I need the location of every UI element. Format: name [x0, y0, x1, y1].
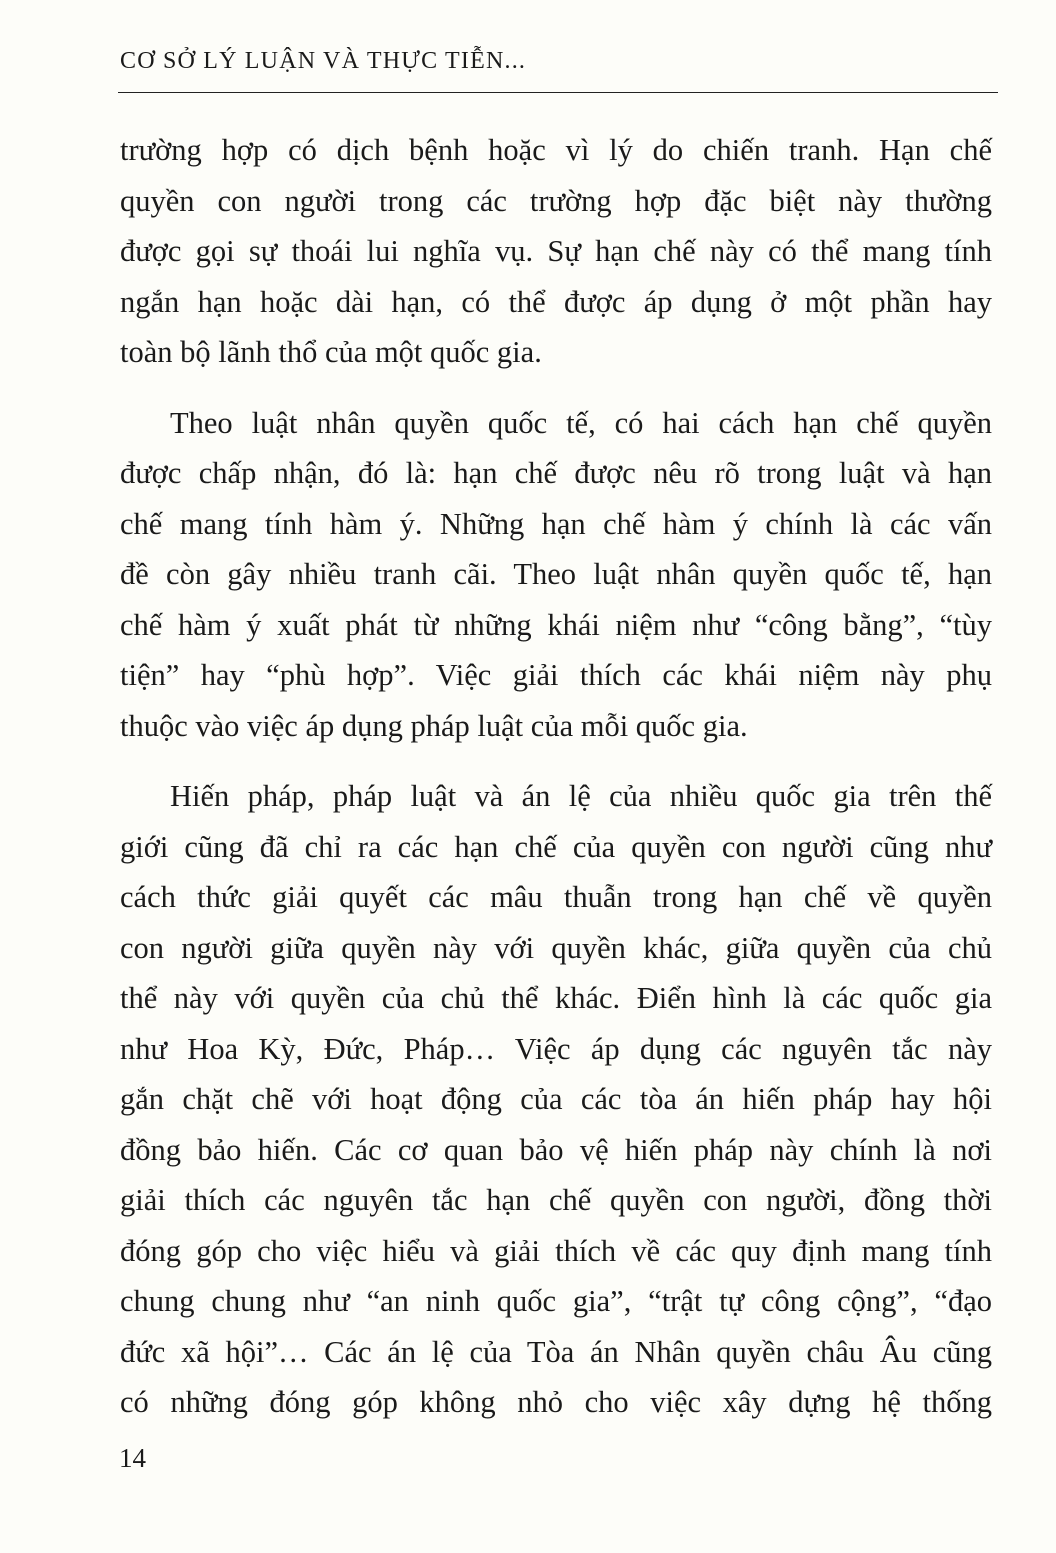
text-line: thuộc vào việc áp dụng pháp luật của mỗi quốc gia.: [120, 708, 748, 743]
running-header: CƠ SỞ LÝ LUẬN VÀ THỰC TIỄN...: [120, 48, 527, 74]
page-number: 14: [119, 1443, 146, 1473]
text-line: tiện” hay “phù hợp”. Việc giải thích các khái niệm này phụ: [120, 658, 992, 692]
paragraph-2: [120, 398, 992, 752]
text-line: trường hợp có dịch bệnh hoặc vì lý do chiến tranh. Hạn chế: [120, 133, 992, 167]
text-line: Theo luật nhân quyền quốc tế, có hai cách hạn chế quyền: [170, 405, 992, 440]
text-line: ngắn hạn hoặc dài hạn, có thể được áp dụng ở một phần hay: [120, 284, 992, 319]
text-line: chế hàm ý xuất phát từ những khái niệm như “công bằng”, “tùy: [120, 607, 992, 642]
text-line: chế mang tính hàm ý. Những hạn chế hàm ý chính là các vấn: [120, 506, 992, 541]
text-line: Hiến pháp, pháp luật và án lệ của nhiều quốc gia trên thế: [170, 779, 992, 813]
paragraph-1: [120, 125, 992, 378]
text-line: có những đóng góp không nhỏ cho việc xây dựng hệ thống: [120, 1385, 992, 1419]
text-line: thể này với quyền của chủ thể khác. Điển hình là các quốc gia: [120, 981, 992, 1015]
text-line: đức xã hội”… Các án lệ của Tòa án Nhân quyền châu Âu cũng: [120, 1334, 992, 1369]
paragraph-3: [120, 771, 992, 1428]
text-line: đề còn gây nhiều tranh cãi. Theo luật nhân quyền quốc tế, hạn: [120, 557, 992, 591]
text-line: giới cũng đã chỉ ra các hạn chế của quyền con người cũng như: [120, 829, 992, 864]
text-line: giải thích các nguyên tắc hạn chế quyền con người, đồng thời: [120, 1183, 992, 1217]
paragraph-gap: [120, 751, 992, 771]
text-line: đồng bảo hiến. Các cơ quan bảo vệ hiến pháp này chính là nơi: [120, 1132, 992, 1167]
text-line: chung chung như “an ninh quốc gia”, “trật tự công cộng”, “đạo: [120, 1284, 992, 1318]
paragraph-gap: [120, 378, 992, 398]
text-line: gắn chặt chẽ với hoạt động của các tòa án hiến pháp hay hội: [120, 1082, 992, 1116]
text-line: quyền con người trong các trường hợp đặc biệt này thường: [120, 183, 992, 218]
text-line: cách thức giải quyết các mâu thuẫn trong hạn chế về quyền: [120, 880, 992, 914]
text-line: được chấp nhận, đó là: hạn chế được nêu rõ trong luật và hạn: [120, 456, 992, 490]
text-line: con người giữa quyền này với quyền khác, giữa quyền của chủ: [120, 930, 992, 965]
header-rule: [118, 92, 998, 93]
text-line: đóng góp cho việc hiểu và giải thích về các quy định mang tính: [120, 1233, 992, 1268]
text-line: được gọi sự thoái lui nghĩa vụ. Sự hạn chế này có thể mang tính: [120, 234, 992, 268]
body-text: [120, 125, 992, 1428]
text-line: toàn bộ lãnh thổ của một quốc gia.: [120, 335, 542, 369]
text-line: như Hoa Kỳ, Đức, Pháp… Việc áp dụng các nguyên tắc này: [120, 1031, 992, 1066]
